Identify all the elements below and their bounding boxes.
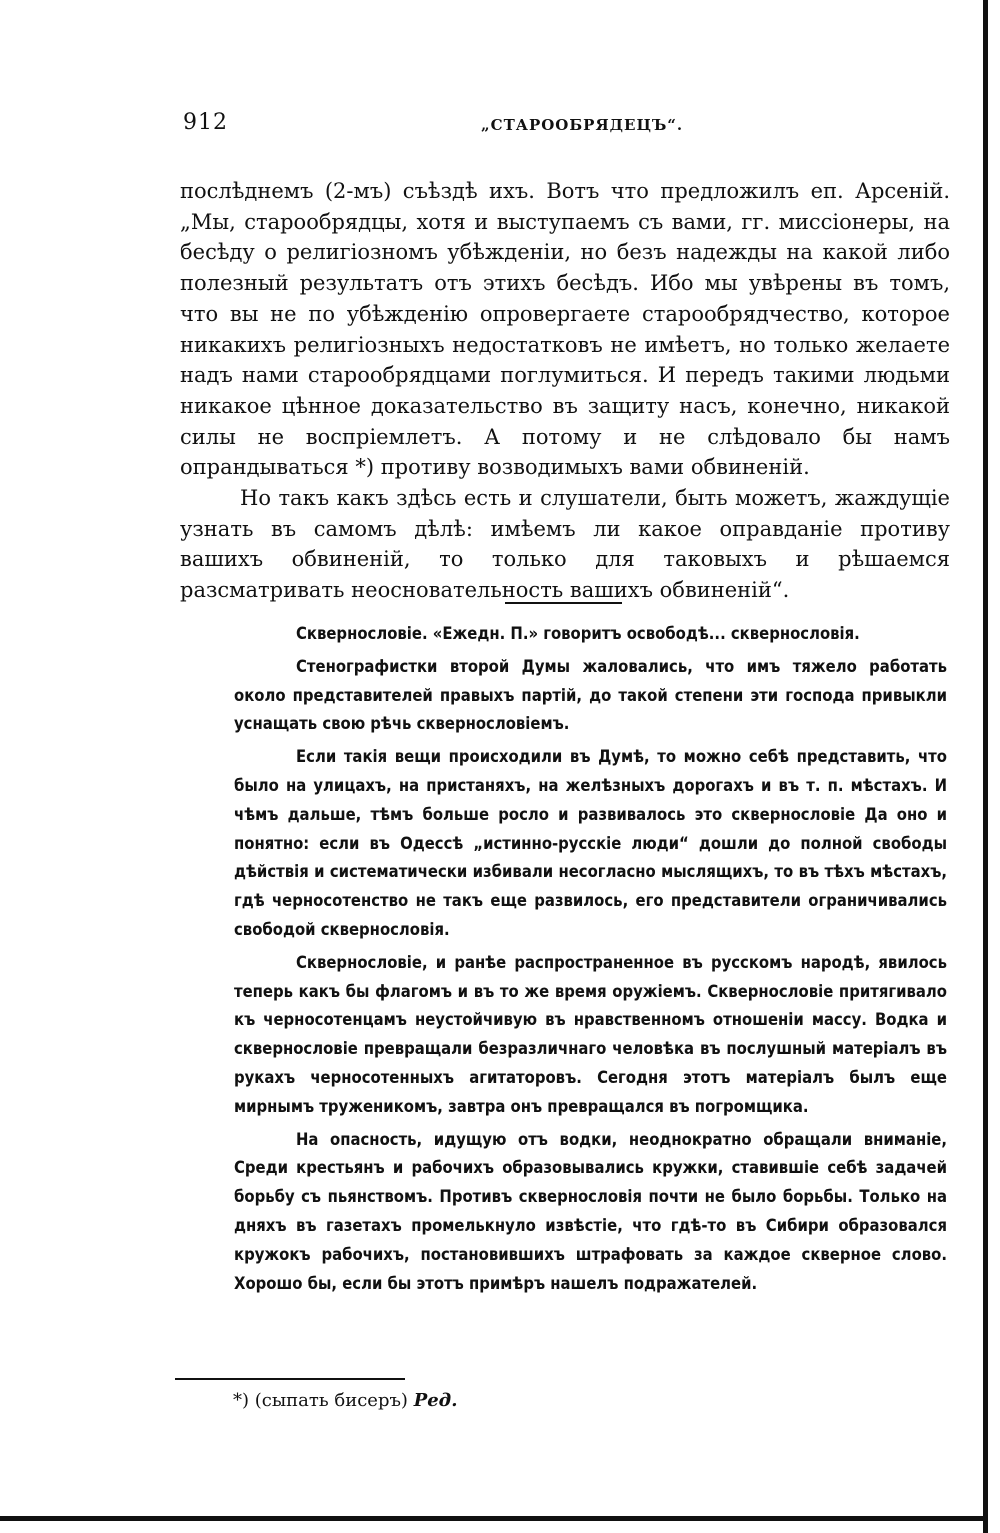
main-text-block: [180, 176, 950, 606]
footnote-text: *) (сыпать бисеръ): [233, 1390, 408, 1411]
note-lead-text: «Ежедн. П.» говоритъ освободѣ... сквернословія.: [432, 624, 860, 643]
page-number: 912: [183, 110, 228, 135]
note-lead-paragraph: [234, 620, 947, 649]
note-paragraph: Стенографистки второй Думы жаловались, что имъ тяжело работать около представителей правыхъ партій, до такой степени эти господа привыкли уснащать свою рѣчь сквернословіемъ.: [234, 656, 947, 734]
note-title: Сквернословіе.: [296, 624, 428, 643]
main-paragraph: послѣднемъ (2-мъ) съѣздѣ ихъ. Вотъ что предложилъ еп. Арсеній. „Мы, старообрядцы, хотя и выступаемъ съ вами, гг. миссіонеры, на бесѣду о религіозномъ убѣжденіи, но безъ надежды на какой либо полезный результатъ отъ этихъ бесѣдъ. Ибо мы увѣрены въ томъ, что вы не по убѣжденію опровергаете старообрядчество, которое никакихъ религіозныхъ недостатковъ не имѣетъ, но только желаете надъ нами старообрядцами поглумиться. И передъ такими людьми никакое цѣнное доказательство въ защиту насъ, конечно, никакой силы не воспріемлетъ. А потому и не слѣдовало бы намъ опрандываться *) противу возводимыхъ вами обвиненій.: [180, 179, 950, 480]
page-edge-shadow-bottom: [0, 1516, 988, 1521]
footnote: [233, 1388, 633, 1414]
note-paragraph: На опасность, идущую отъ водки, неоднократно обращали вниманіе, Среди крестьянъ и рабочихъ образовывались кружки, ставившіе себѣ задачей борьбу съ пьянствомъ. Противъ сквернословія почти не было борьбы. Только на дняхъ въ газетахъ промелькнуло извѣстіе, что гдѣ-то въ Сибири образовался кружокъ рабочихъ, постановившихъ штрафовать за каждое скверное слово. Хорошо бы, если бы этотъ примѣръ нашелъ подражателей.: [234, 1129, 947, 1293]
main-paragraph: Но такъ какъ здѣсь есть и слушатели, быть можетъ, жаждущіе узнать въ самомъ дѣлѣ: имѣемъ ли какое оправданіе противу вашихъ обвиненій, то только для таковыхъ и рѣшаемся разсматривать неосновательность вашихъ обвиненій“.: [180, 486, 950, 603]
running-title: „СТАРООБРЯДЕЦЪ“.: [481, 116, 684, 134]
note-paragraph: Если такія вещи происходили въ Думѣ, то можно себѣ представить, что было на улицахъ, на пристаняхъ, на желѣзныхъ дорогахъ и въ т. п. мѣстахъ. И чѣмъ дальше, тѣмъ больше росло и развивалось это сквернословіе Да оно и понятно: если въ Одессѣ „истинно-русскіе люди“ дошли до полной свободы дѣйствія и систематически избивали несогласно мыслящихъ, то въ тѣхъ мѣстахъ, гдѣ черносотенство не такъ еще развилось, его представители ограничивались свободой сквернословія.: [234, 747, 947, 939]
note-paragraph: Сквернословіе, и ранѣе распространенное въ русскомъ народѣ, явилось теперь какъ бы флагомъ и въ то же время оружіемъ. Сквернословіе притягивало къ черносотенцамъ неустойчивую въ нравственномъ отношеніи массу. Водка и сквернословіе превращали безразличнаго человѣка въ послушный матеріалъ въ рукахъ черносотенныхъ агитаторовъ. Сегодня этотъ матеріалъ былъ еще мирнымъ труженикомъ, завтра онъ превращался въ погромщика.: [234, 952, 947, 1116]
page-header: [183, 110, 953, 140]
inserted-note: [234, 620, 947, 1302]
section-divider: [505, 602, 622, 604]
footnote-editor-mark: Ред.: [413, 1390, 458, 1411]
page-edge-shadow-right: [983, 0, 988, 1533]
footnote-rule: [175, 1378, 405, 1380]
